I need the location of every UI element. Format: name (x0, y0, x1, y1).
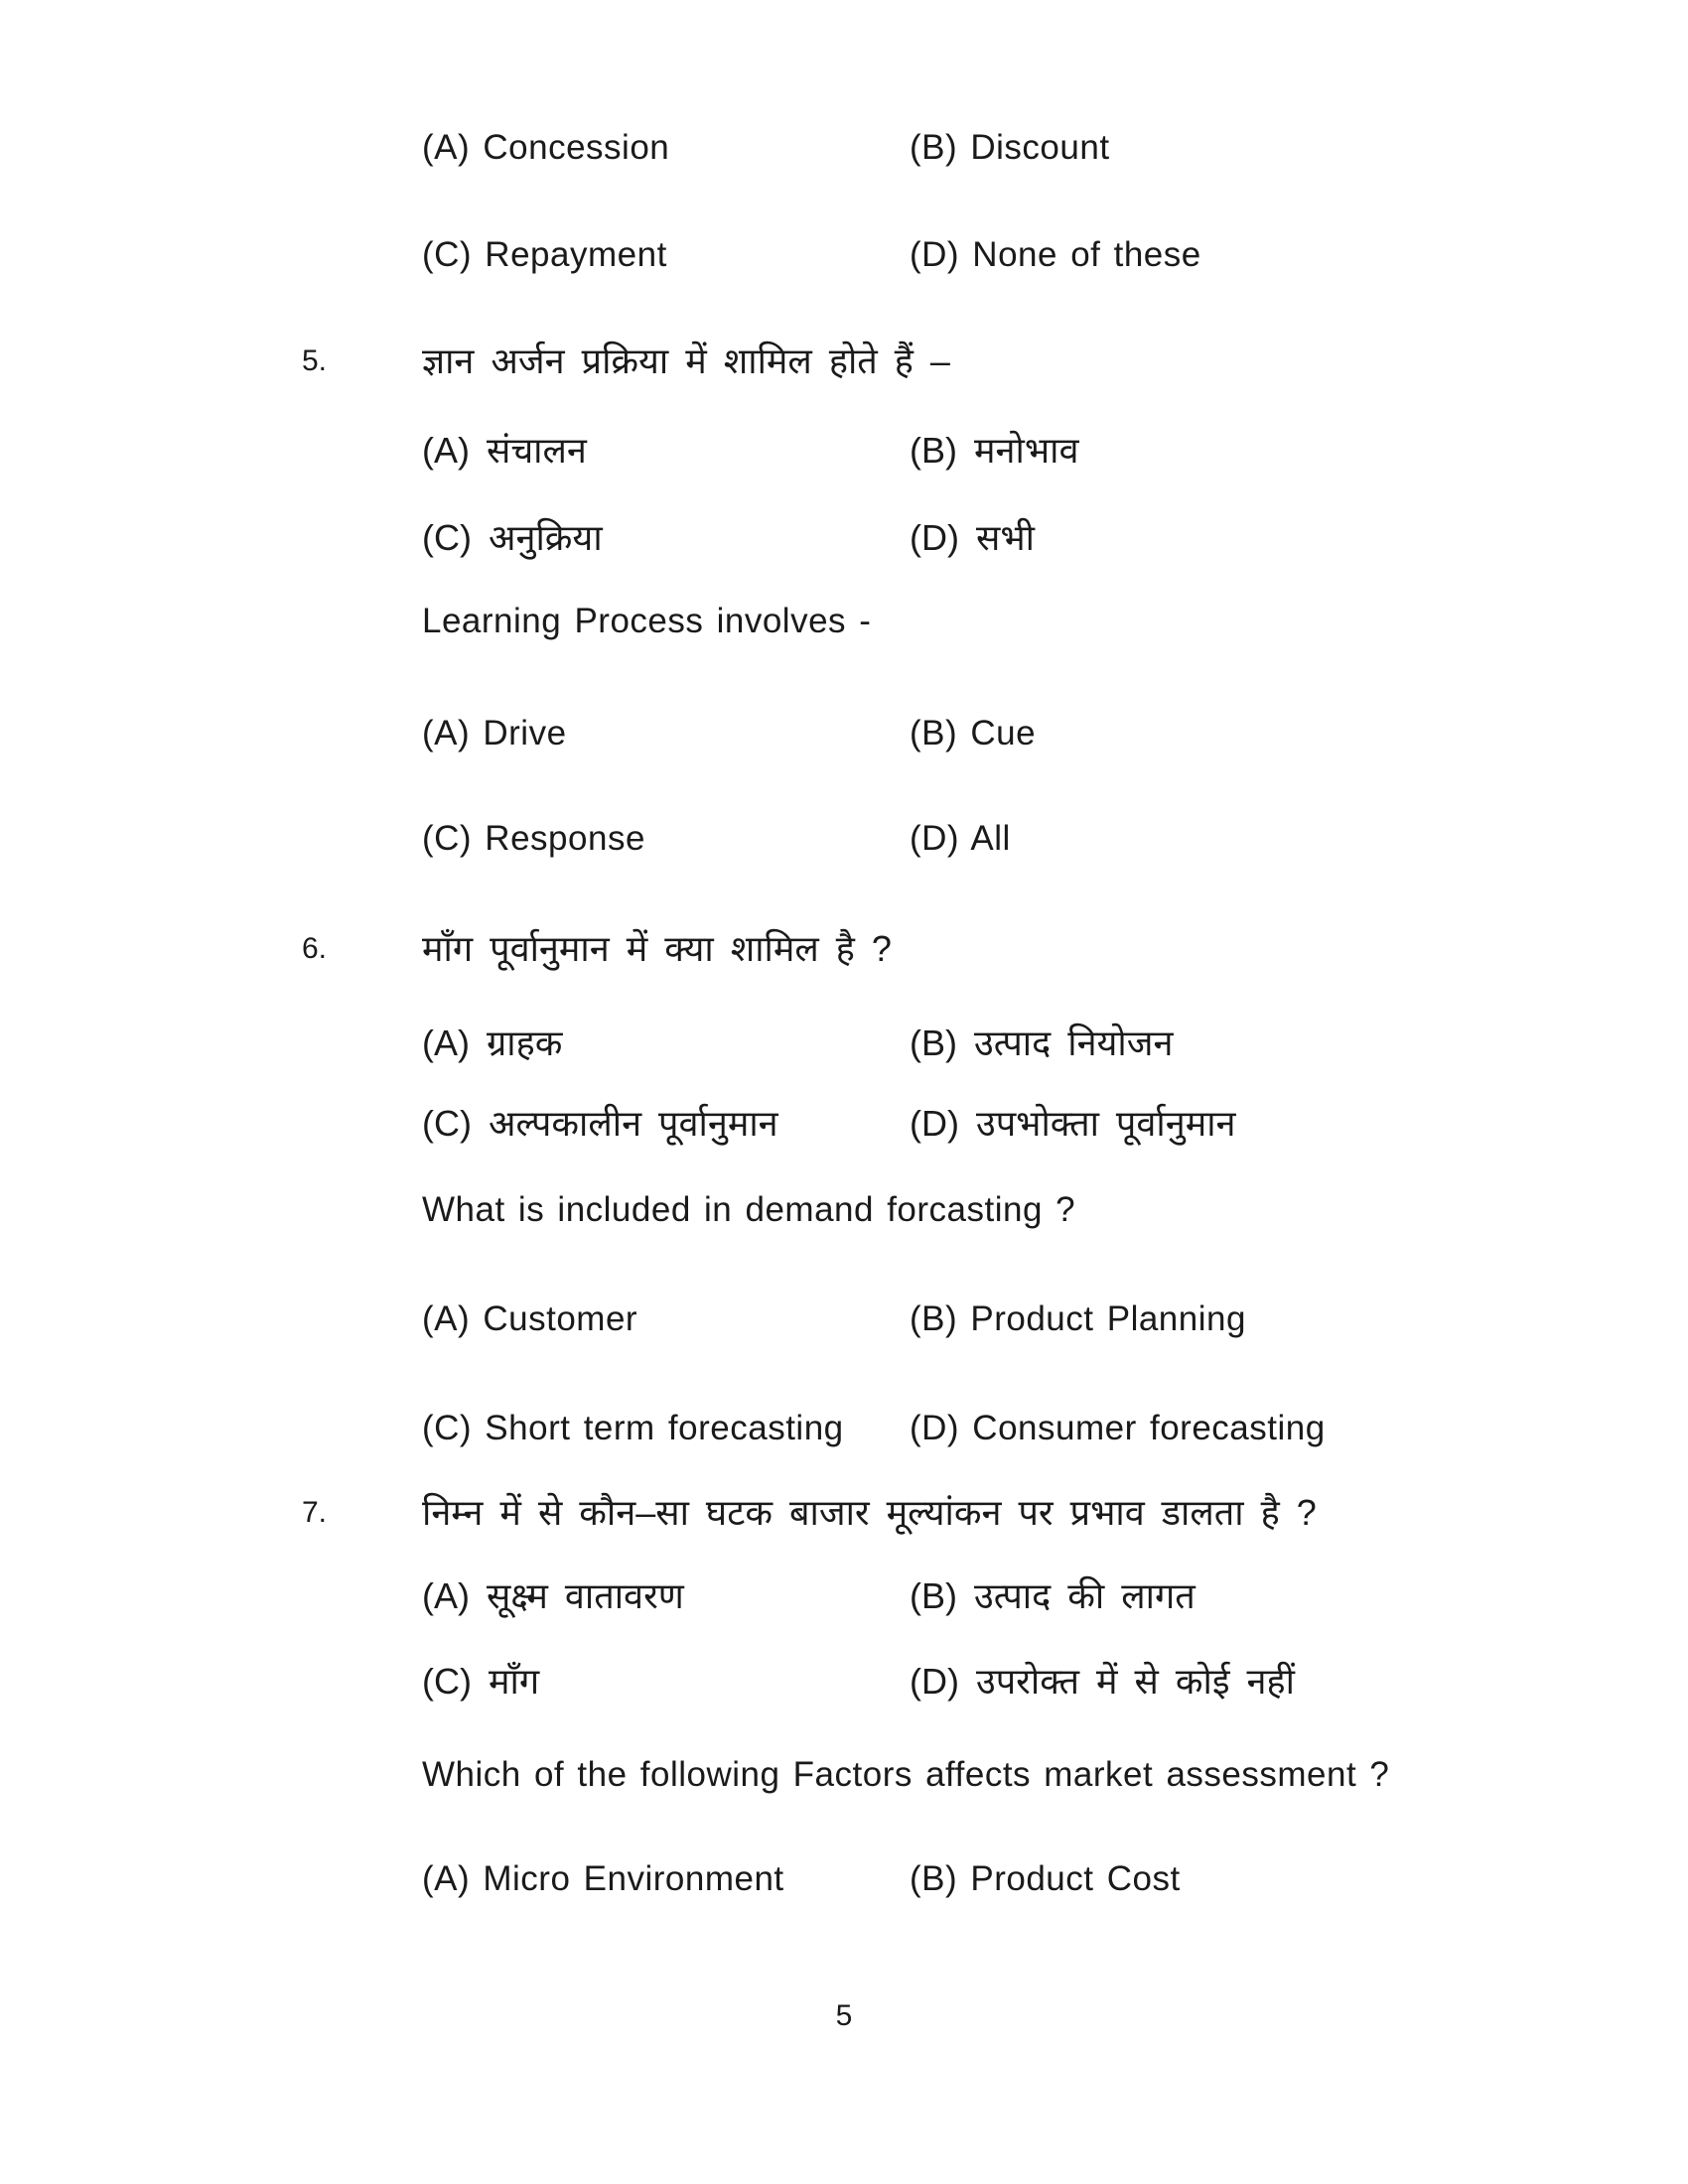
option-a: (A) Customer (422, 1299, 638, 1338)
option-b: (B) उत्पाद नियोजन (910, 1023, 1174, 1063)
option-a: (A) Micro Environment (422, 1859, 784, 1898)
option-c: (C) Repayment (422, 235, 667, 274)
question-text-english: What is included in demand forcasting ? (422, 1190, 1076, 1229)
question-text-hindi: माँग पूर्वानुमान में क्या शामिल है ? (422, 928, 892, 969)
option-d: (D) उपरोक्त में से कोई नहीं (910, 1661, 1295, 1702)
question-text-hindi: ज्ञान अर्जन प्रक्रिया में शामिल होते हैं – (422, 341, 950, 381)
option-b: (B) Product Cost (910, 1859, 1181, 1898)
option-b: (B) Product Planning (910, 1299, 1246, 1338)
option-c: (C) माँग (422, 1661, 540, 1702)
option-a: (A) संचालन (422, 430, 587, 471)
option-c: (C) अनुक्रिया (422, 517, 603, 558)
option-b: (B) Cue (910, 714, 1037, 752)
question-text-english: Which of the following Factors affects market assessment ? (422, 1755, 1390, 1794)
option-b: (B) Discount (910, 128, 1110, 167)
option-d: (D) उपभोक्ता पूर्वानुमान (910, 1103, 1236, 1144)
question-text-english: Learning Process involves - (422, 602, 872, 640)
option-c: (C) अल्पकालीन पूर्वानुमान (422, 1103, 778, 1144)
option-d: (D) All (910, 819, 1011, 858)
option-a: (A) ग्राहक (422, 1023, 563, 1063)
option-b: (B) मनोभाव (910, 430, 1079, 471)
question-number: 6. (302, 932, 328, 965)
option-a: (A) Drive (422, 714, 567, 752)
option-b: (B) उत्पाद की लागत (910, 1575, 1196, 1616)
question-text-hindi: निम्न में से कौन–सा घटक बाजार मूल्यांकन पर प्रभाव डालता है ? (422, 1492, 1317, 1533)
option-d: (D) None of these (910, 235, 1201, 274)
option-c: (C) Short term forecasting (422, 1409, 844, 1447)
option-a: (A) Concession (422, 128, 670, 167)
option-c: (C) Response (422, 819, 645, 858)
page-number: 5 (835, 1999, 853, 2032)
question-number: 7. (302, 1496, 328, 1529)
option-a: (A) सूक्ष्म वातावरण (422, 1575, 684, 1616)
option-d: (D) Consumer forecasting (910, 1409, 1326, 1447)
question-number: 5. (302, 344, 328, 377)
option-d: (D) सभी (910, 517, 1035, 558)
